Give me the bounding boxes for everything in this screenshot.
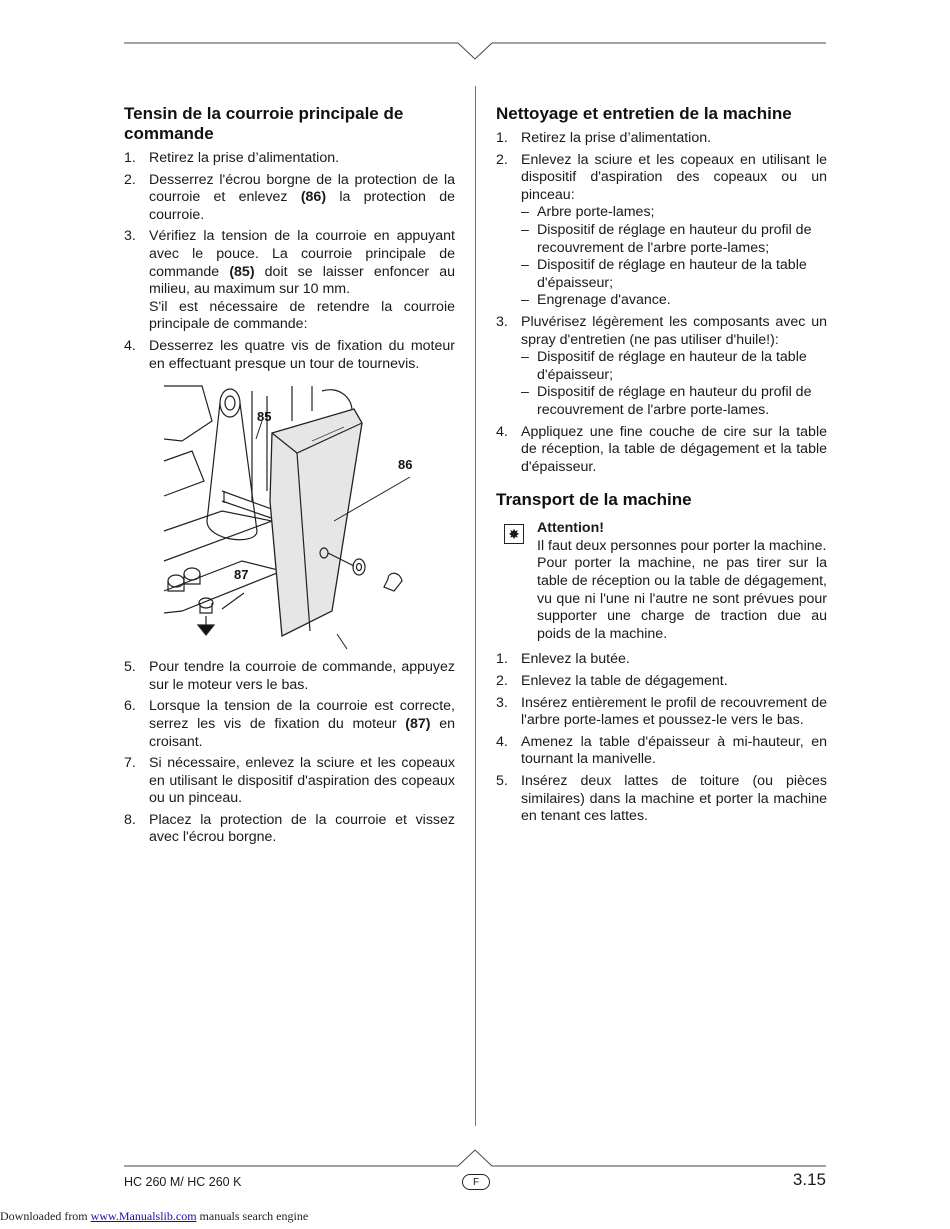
list-item: 8. Placez la protection de la courroie et vissez avec l'écrou borgne. [124, 811, 455, 846]
footer-model: HC 260 M/ HC 260 K [124, 1175, 242, 1189]
sub-list-item: – Dispositif de réglage en hauteur de la table d'épaisseur; [521, 257, 807, 291]
left-column [124, 104, 455, 851]
list-item: 4. Appliquez une fine couche de cire sur la table de réception, la table de dégagement et la table d'épaisseur. [496, 423, 827, 475]
warning-burst-icon: ✸ [504, 524, 524, 544]
figure-label-85: 85 [257, 409, 272, 425]
section-title-cleaning: Nettoyage et entretien de la machine [496, 104, 792, 123]
sub-list [521, 204, 827, 310]
right-column [496, 104, 827, 830]
transport-steps-list [496, 651, 827, 825]
figure-label-86: 86 [398, 457, 413, 473]
machine-drawing [162, 381, 462, 651]
list-item: 3. Vérifiez la tension de la courroie en appuyant avec le pouce. La courroie principale de commande (85) doit se laisser enfoncer au milieu, au maximum sur 10 mm. S'il est nécessaire de retendre la courroie principale de commande: [124, 228, 456, 333]
attention-notice [496, 520, 827, 643]
sub-list-item: – Dispositif de réglage en hauteur du profil de recouvrement de l'arbre porte-lames; [521, 221, 812, 256]
list-item: 1. Enlevez la butée. [496, 651, 630, 668]
belt-tension-illustration [162, 381, 462, 651]
list-item: 5. Insérez deux lattes de toiture (ou pièces similaires) dans la machine et porter la machine en tenant ces lattes. [496, 773, 827, 825]
list-item: 6. Lorsque la tension de la courroie est correcte, serrez les vis de fixation du moteur (87) en croisant. [124, 698, 455, 750]
list-item: 3. Insérez entièrement le profil de recouvrement de l'arbre porte-lames et poussez-le vers le bas. [496, 694, 827, 729]
sub-list-item: – Engrenage d'avance. [521, 292, 671, 309]
attention-title: Attention! [537, 520, 604, 537]
belt-steps-list-a [124, 150, 455, 373]
section-title-belt-tension: Tensin de la courroie principale de commande [124, 104, 404, 143]
figure-label-87: 87 [234, 567, 249, 583]
download-credit: Downloaded from www.Manualslib.com manuals search engine [0, 1209, 309, 1223]
sub-list-item: – Dispositif de réglage en hauteur du profil de recouvrement de l'arbre porte-lames. [521, 384, 812, 418]
attention-line-1: Il faut deux personnes pour porter la machine. [537, 537, 827, 554]
list-item: 2. Enlevez la sciure et les copeaux en utilisant le dispositif d'aspiration des copeaux ou un pinceau: – Arbre porte-lames; – Dispositif de réglage en hauteur du profil de recouvrement de l'arbre porte-lames; – Dispositif de réglage en hauteur de la table d'épaisseur; – Engrenage d'avance. [496, 151, 827, 309]
column-divider [475, 86, 476, 1126]
list-item: 1. Retirez la prise d’alimentation. [496, 130, 712, 146]
list-item: 2. Desserrez l'écrou borgne de la protection de la courroie et enlevez (86) la protection de courroie. [124, 171, 455, 223]
footer-rule [0, 1140, 950, 1170]
header-rule [0, 0, 950, 70]
sub-list-item: – Arbre porte-lames; [521, 204, 655, 221]
section-title-transport: Transport de la machine [496, 490, 692, 510]
attention-line-2: Pour porter la machine, ne pas tirer sur la table de réception ou la table de dégagement, vu que ni l'une ni l'autre ne sont prévues pour supporter une charge de traction due au poids de la machine. [537, 555, 827, 642]
list-item: 2. Enlevez la table de dégagement. [496, 673, 728, 690]
page-number: 3.15 [792, 1170, 826, 1189]
list-item: 5. Pour tendre la courroie de commande, appuyez sur le moteur vers le bas. [124, 659, 455, 693]
list-item: 1. Retirez la prise d’alimentation. [124, 150, 340, 166]
belt-steps-list-b [124, 659, 455, 847]
list-item: 3. Pluvérisez légèrement les composants avec un spray d'entretien (ne pas utiliser d'huile!): – Dispositif de réglage en hauteur de la table d'épaisseur; – Dispositif de réglage en hauteur du profil de recouvrement de l'arbre porte-lames. [496, 313, 827, 418]
sub-list [521, 349, 827, 419]
cleaning-steps-list [496, 130, 827, 476]
language-badge: F [462, 1174, 490, 1190]
sub-list-item: – Dispositif de réglage en hauteur de la table d'épaisseur; [521, 349, 807, 383]
list-item: 4. Amenez la table d'épaisseur à mi-hauteur, en tournant la manivelle. [496, 733, 827, 768]
list-item: 7. Si nécessaire, enlevez la sciure et les copeaux en utilisant le dispositif d'aspiration des copeaux ou un pinceau. [124, 755, 455, 807]
list-item: 4. Desserrez les quatre vis de fixation du moteur en effectuant presque un tour de tournevis. [124, 337, 455, 372]
manualslib-link[interactable]: www.Manualslib.com [90, 1209, 197, 1223]
